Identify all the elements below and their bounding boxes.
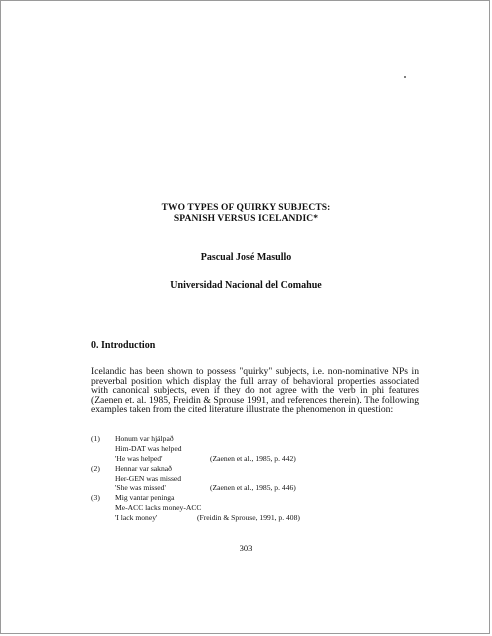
example-1 bbox=[91, 434, 421, 464]
example-translation: 'He was helped' bbox=[115, 453, 163, 463]
example-number: (2) bbox=[91, 463, 100, 473]
example-sentence: Honum var hjálpað bbox=[115, 434, 174, 443]
example-gloss: Her-GEN was missed bbox=[115, 473, 182, 483]
example-sentence: Hennar var saknað bbox=[115, 463, 172, 473]
page-number: 303 bbox=[239, 543, 253, 553]
example-number: (3) bbox=[91, 493, 100, 503]
example-2 bbox=[91, 464, 421, 494]
example-list bbox=[91, 434, 421, 523]
example-gloss: Him-DAT was helped bbox=[115, 443, 182, 453]
example-number: (1) bbox=[91, 434, 100, 443]
intro-paragraph: Icelandic has been shown to possess "quirky" subjects, i.e. non-nominative NPs in preverbal position which display the full array of behavioral properties associated with canonical subjects, even if they do not agree with the verb in phi features (Zaenen et. al. 1985, Freidin & Sprouse 1991, and references therein). The following examples taken from the cited literature illustrate the phenomenon in question: bbox=[91, 366, 419, 416]
example-3 bbox=[91, 493, 421, 523]
paper-title-line-2: SPANISH VERSUS ICELANDIC* bbox=[173, 214, 319, 224]
scan-speck bbox=[404, 76, 406, 78]
example-citation: (Zaenen et al., 1985, p. 446) bbox=[210, 483, 296, 493]
paper-title bbox=[0, 203, 492, 225]
section-heading: 0. Introduction bbox=[91, 340, 156, 351]
author-name: Pascual José Masullo bbox=[200, 252, 292, 263]
example-citation: (Freidin & Sprouse, 1991, p. 408) bbox=[197, 513, 300, 523]
paper-title-line-1: TWO TYPES OF QUIRKY SUBJECTS: bbox=[161, 203, 331, 213]
example-sentence: Mig vantar peninga bbox=[115, 493, 175, 503]
example-translation: 'She was missed' bbox=[115, 483, 166, 493]
author-affiliation: Universidad Nacional del Comahue bbox=[170, 280, 322, 291]
example-citation: (Zaenen et al., 1985, p. 442) bbox=[210, 453, 296, 463]
example-translation: 'I lack money' bbox=[115, 513, 158, 523]
example-gloss: Me-ACC lacks money-ACC bbox=[115, 503, 202, 513]
